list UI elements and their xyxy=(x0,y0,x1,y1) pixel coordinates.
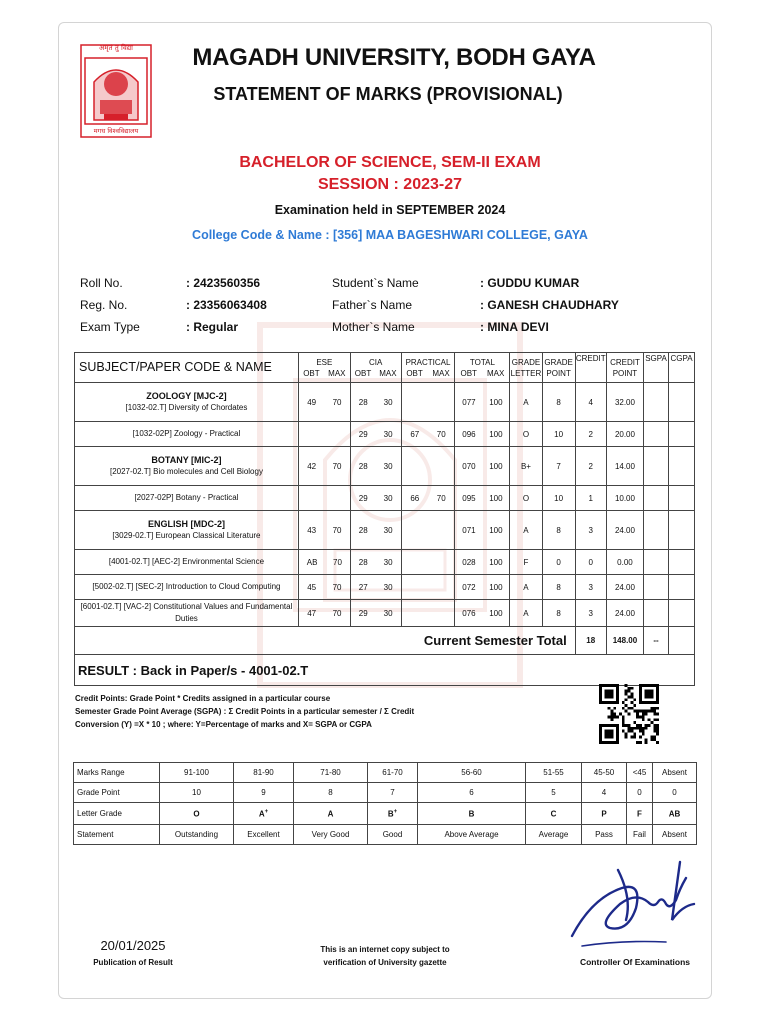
cgpa-header: CGPA xyxy=(668,353,694,383)
cgpa-cell xyxy=(668,550,694,575)
subject-cell xyxy=(75,422,299,447)
sgpa-cell xyxy=(644,486,669,511)
letter-grade-cell: B xyxy=(418,803,526,825)
note-line: Credit Points: Grade Point * Credits assigned in a particular course xyxy=(75,694,331,703)
grade-point-cell: 8 xyxy=(542,383,575,422)
sgpa-cell xyxy=(644,447,669,486)
grade-letter-cell: F xyxy=(510,550,542,575)
grade-point-cell: 7 xyxy=(542,447,575,486)
statement-cell: Pass xyxy=(582,825,627,845)
student-name-label: Student`s Name xyxy=(332,276,419,290)
reg-label: Reg. No. xyxy=(80,298,128,312)
marks-range-cell: 91-100 xyxy=(160,763,234,783)
practical-cell xyxy=(401,600,455,627)
cia-cell: 29 30 xyxy=(350,486,401,511)
practical-cell xyxy=(401,575,455,600)
subject-cell xyxy=(75,600,299,627)
exam-held: Examination held in SEPTEMBER 2024 xyxy=(274,203,506,217)
ese-cell: 43 70 xyxy=(298,511,350,550)
letter-grade-label: Letter Grade xyxy=(74,803,160,825)
grade-point-cell: 7 xyxy=(368,783,418,803)
grade-point-cell: 10 xyxy=(160,783,234,803)
grade-point-cell: 8 xyxy=(542,511,575,550)
credit-header: CREDIT xyxy=(575,353,606,383)
practical-cell: 67 70 xyxy=(401,422,455,447)
letter-grade-cell: P xyxy=(582,803,627,825)
marks-row xyxy=(75,447,695,486)
grade-point-cell: 8 xyxy=(294,783,368,803)
subject-name: ZOOLOGY [MJC-2] xyxy=(146,391,227,401)
sgpa-cell xyxy=(644,422,669,447)
grade-point-cell: 0 xyxy=(653,783,697,803)
logo-name: मगध विश्वविद्यालय xyxy=(93,127,139,135)
grade-point-cell: 8 xyxy=(542,600,575,627)
practical-cell xyxy=(401,550,455,575)
credit-point-header: CREDIT POINT xyxy=(606,353,643,383)
ese-cell: 49 70 xyxy=(298,383,350,422)
total-cell: 096 100 xyxy=(455,422,510,447)
statement-cell: Average xyxy=(526,825,582,845)
reg-value: : 23356063408 xyxy=(186,298,267,312)
signature-icon xyxy=(562,858,697,953)
grade-letter-cell: A xyxy=(510,600,542,627)
credit-point-cell: 10.00 xyxy=(606,486,643,511)
grade-letter-cell: A xyxy=(510,511,542,550)
roll-label: Roll No. xyxy=(80,276,123,290)
statement-cell: Excellent xyxy=(234,825,294,845)
logo-motto: अमृतं तु विद्या xyxy=(99,44,133,52)
statement-cell: Good xyxy=(368,825,418,845)
semester-total-label: Current Semester Total xyxy=(75,627,576,655)
ese-cell: 45 70 xyxy=(298,575,350,600)
marks-range-cell: 61-70 xyxy=(368,763,418,783)
letter-grade-cell: O xyxy=(160,803,234,825)
credit-cell: 0 xyxy=(575,550,606,575)
statement-label: Statement xyxy=(74,825,160,845)
ese-header: ESE OBT MAX xyxy=(298,353,350,383)
mother-value: : MINA DEVI xyxy=(480,320,549,334)
roll-value: : 2423560356 xyxy=(186,276,261,290)
student-name-value: : GUDDU KUMAR xyxy=(480,276,580,290)
grade-letter-header: GRADE LETTER xyxy=(510,353,542,383)
sgpa-cell xyxy=(644,511,669,550)
marks-range-label: Marks Range xyxy=(74,763,160,783)
grade-letter-cell: B+ xyxy=(510,447,542,486)
letter-grade-cell: AB xyxy=(653,803,697,825)
marks-range-cell: 51-55 xyxy=(526,763,582,783)
father-label: Father`s Name xyxy=(332,298,413,312)
credit-cell: 3 xyxy=(575,600,606,627)
marks-table xyxy=(74,352,695,686)
credit-notes xyxy=(75,692,414,731)
cgpa-cell xyxy=(668,600,694,627)
practical-cell: 66 70 xyxy=(401,486,455,511)
college-name: College Code & Name : [356] MAA BAGESHWARI COLLEGE, GAYA xyxy=(192,228,588,242)
marks-row xyxy=(75,383,695,422)
marks-row xyxy=(75,575,695,600)
qr-code-icon xyxy=(599,684,659,744)
letter-grade-cell: A+ xyxy=(234,803,294,825)
subject-cell xyxy=(75,511,299,550)
credit-point-cell: 20.00 xyxy=(606,422,643,447)
credit-cell: 2 xyxy=(575,422,606,447)
publication-date: 20/01/2025 xyxy=(100,938,166,953)
paper-name: [2027-02P] Botany - Practical xyxy=(134,493,239,502)
marks-range-cell: <45 xyxy=(627,763,653,783)
statement-cell: Above Average xyxy=(418,825,526,845)
note-line: Conversion (Y) =X * 10 ; where: Y=Percentage of marks and X= SGPA or CGPA xyxy=(75,720,372,729)
controller-label: Controller Of Examinations xyxy=(579,957,691,967)
statement-title: STATEMENT OF MARKS (PROVISIONAL) xyxy=(213,84,563,104)
cgpa-cell xyxy=(668,575,694,600)
total-cell: 095 100 xyxy=(455,486,510,511)
marks-row xyxy=(75,550,695,575)
credit-point-cell: 32.00 xyxy=(606,383,643,422)
publication-label: Publication of Result xyxy=(93,958,173,967)
statement-cell: Fail xyxy=(627,825,653,845)
credit-point-cell: 24.00 xyxy=(606,575,643,600)
result-line: RESULT : Back in Paper/s - 4001-02.T xyxy=(75,655,695,686)
paper-name: [5002-02.T] [SEC-2] Introduction to Cloud Computing xyxy=(92,582,281,591)
credit-cell: 2 xyxy=(575,447,606,486)
subject-cell xyxy=(75,486,299,511)
practical-cell xyxy=(401,447,455,486)
statement-cell: Outstanding xyxy=(160,825,234,845)
paper-name: [4001-02.T] [AEC-2] Environmental Science xyxy=(108,557,265,566)
grade-scale-table xyxy=(73,762,697,845)
subject-name: BOTANY [MIC-2] xyxy=(151,455,222,465)
total-cell: 077 100 xyxy=(455,383,510,422)
grade-point-cell: 9 xyxy=(234,783,294,803)
total-cell: 071 100 xyxy=(455,511,510,550)
subject-cell xyxy=(75,447,299,486)
ese-cell xyxy=(298,486,350,511)
grade-point-cell: 8 xyxy=(542,575,575,600)
cgpa-cell xyxy=(668,383,694,422)
marks-row xyxy=(75,600,695,627)
grade-point-cell: 5 xyxy=(526,783,582,803)
paper-name: [6001-02.T] [VAC-2] Constitutional Values and Fundamental Duties xyxy=(80,602,293,623)
statement-cell: Absent xyxy=(653,825,697,845)
practical-cell xyxy=(401,383,455,422)
marks-range-cell: 56-60 xyxy=(418,763,526,783)
total-header: TOTAL OBT MAX xyxy=(455,353,510,383)
grade-letter-cell: O xyxy=(510,486,542,511)
ese-cell xyxy=(298,422,350,447)
university-name: MAGADH UNIVERSITY, BODH GAYA xyxy=(192,44,596,71)
marks-range-cell: 45-50 xyxy=(582,763,627,783)
cia-cell: 28 30 xyxy=(350,383,401,422)
statement-cell: Very Good xyxy=(294,825,368,845)
type-value: : Regular xyxy=(186,320,239,334)
marks-row xyxy=(75,486,695,511)
exam-name: BACHELOR OF SCIENCE, SEM-II EXAM xyxy=(239,154,541,171)
grade-point-label: Grade Point xyxy=(74,783,160,803)
credit-point-cell: 24.00 xyxy=(606,600,643,627)
grade-letter-cell: A xyxy=(510,575,542,600)
total-sgpa: -- xyxy=(644,627,669,655)
type-label: Exam Type xyxy=(80,320,140,334)
paper-name: [2027-02.T] Bio molecules and Cell Biology xyxy=(109,467,263,476)
cia-cell: 28 30 xyxy=(350,550,401,575)
cgpa-cell xyxy=(668,486,694,511)
letter-grade-cell: C xyxy=(526,803,582,825)
grade-point-cell: 4 xyxy=(582,783,627,803)
sgpa-header: SGPA xyxy=(644,353,669,383)
marks-range-cell: 81-90 xyxy=(234,763,294,783)
credit-cell: 3 xyxy=(575,575,606,600)
letter-grade-cell: F xyxy=(627,803,653,825)
grade-point-header: GRADE POINT xyxy=(542,353,575,383)
cia-header: CIA OBT MAX xyxy=(350,353,401,383)
marks-row xyxy=(75,511,695,550)
father-value: : GANESH CHAUDHARY xyxy=(480,298,619,312)
paper-name: [1032-02.T] Diversity of Chordates xyxy=(125,403,248,412)
cgpa-cell xyxy=(668,422,694,447)
session: SESSION : 2023-27 xyxy=(317,176,463,193)
sgpa-cell xyxy=(644,600,669,627)
letter-grade-cell: B+ xyxy=(368,803,418,825)
marks-range-cell: Absent xyxy=(653,763,697,783)
paper-name: [1032-02P] Zoology - Practical xyxy=(132,429,241,438)
internet-copy-note: This is an internet copy subject to verification of University gazette xyxy=(320,945,450,967)
credit-cell: 3 xyxy=(575,511,606,550)
letter-grade-cell: A xyxy=(294,803,368,825)
marks-row xyxy=(75,422,695,447)
sgpa-cell xyxy=(644,550,669,575)
total-cell: 072 100 xyxy=(455,575,510,600)
paper-name: [3029-02.T] European Classical Literature xyxy=(112,531,261,540)
subject-cell xyxy=(75,550,299,575)
cia-cell: 28 30 xyxy=(350,511,401,550)
cia-cell: 29 30 xyxy=(350,422,401,447)
practical-header: PRACTICAL OBT MAX xyxy=(401,353,455,383)
cia-cell: 27 30 xyxy=(350,575,401,600)
sgpa-cell xyxy=(644,575,669,600)
subject-cell xyxy=(75,575,299,600)
total-cell: 070 100 xyxy=(455,447,510,486)
note-line: Semester Grade Point Average (SGPA) : Σ Credit Points in a particular semester / Σ Credit xyxy=(75,707,415,716)
total-credit-point: 148.00 xyxy=(606,627,643,655)
subject-cell xyxy=(75,383,299,422)
grade-point-cell: 10 xyxy=(542,422,575,447)
credit-point-cell: 14.00 xyxy=(606,447,643,486)
practical-cell xyxy=(401,511,455,550)
ese-cell: 47 70 xyxy=(298,600,350,627)
grade-point-cell: 0 xyxy=(627,783,653,803)
credit-cell: 4 xyxy=(575,383,606,422)
total-cell: 076 100 xyxy=(455,600,510,627)
total-credit: 18 xyxy=(575,627,606,655)
cgpa-cell xyxy=(668,511,694,550)
cia-cell: 29 30 xyxy=(350,600,401,627)
grade-point-cell: 10 xyxy=(542,486,575,511)
total-cell: 028 100 xyxy=(455,550,510,575)
sgpa-cell xyxy=(644,383,669,422)
grade-letter-cell: A xyxy=(510,383,542,422)
subject-name: ENGLISH [MDC-2] xyxy=(147,519,225,529)
cia-cell: 28 30 xyxy=(350,447,401,486)
grade-point-cell: 0 xyxy=(542,550,575,575)
ese-cell: AB 70 xyxy=(298,550,350,575)
mother-label: Mother`s Name xyxy=(332,320,415,334)
credit-cell: 1 xyxy=(575,486,606,511)
grade-point-cell: 6 xyxy=(418,783,526,803)
credit-point-cell: 0.00 xyxy=(606,550,643,575)
cgpa-cell xyxy=(668,447,694,486)
grade-letter-cell: O xyxy=(510,422,542,447)
credit-point-cell: 24.00 xyxy=(606,511,643,550)
marks-range-cell: 71-80 xyxy=(294,763,368,783)
subject-header: SUBJECT/PAPER CODE & NAME xyxy=(75,353,299,383)
ese-cell: 42 70 xyxy=(298,447,350,486)
